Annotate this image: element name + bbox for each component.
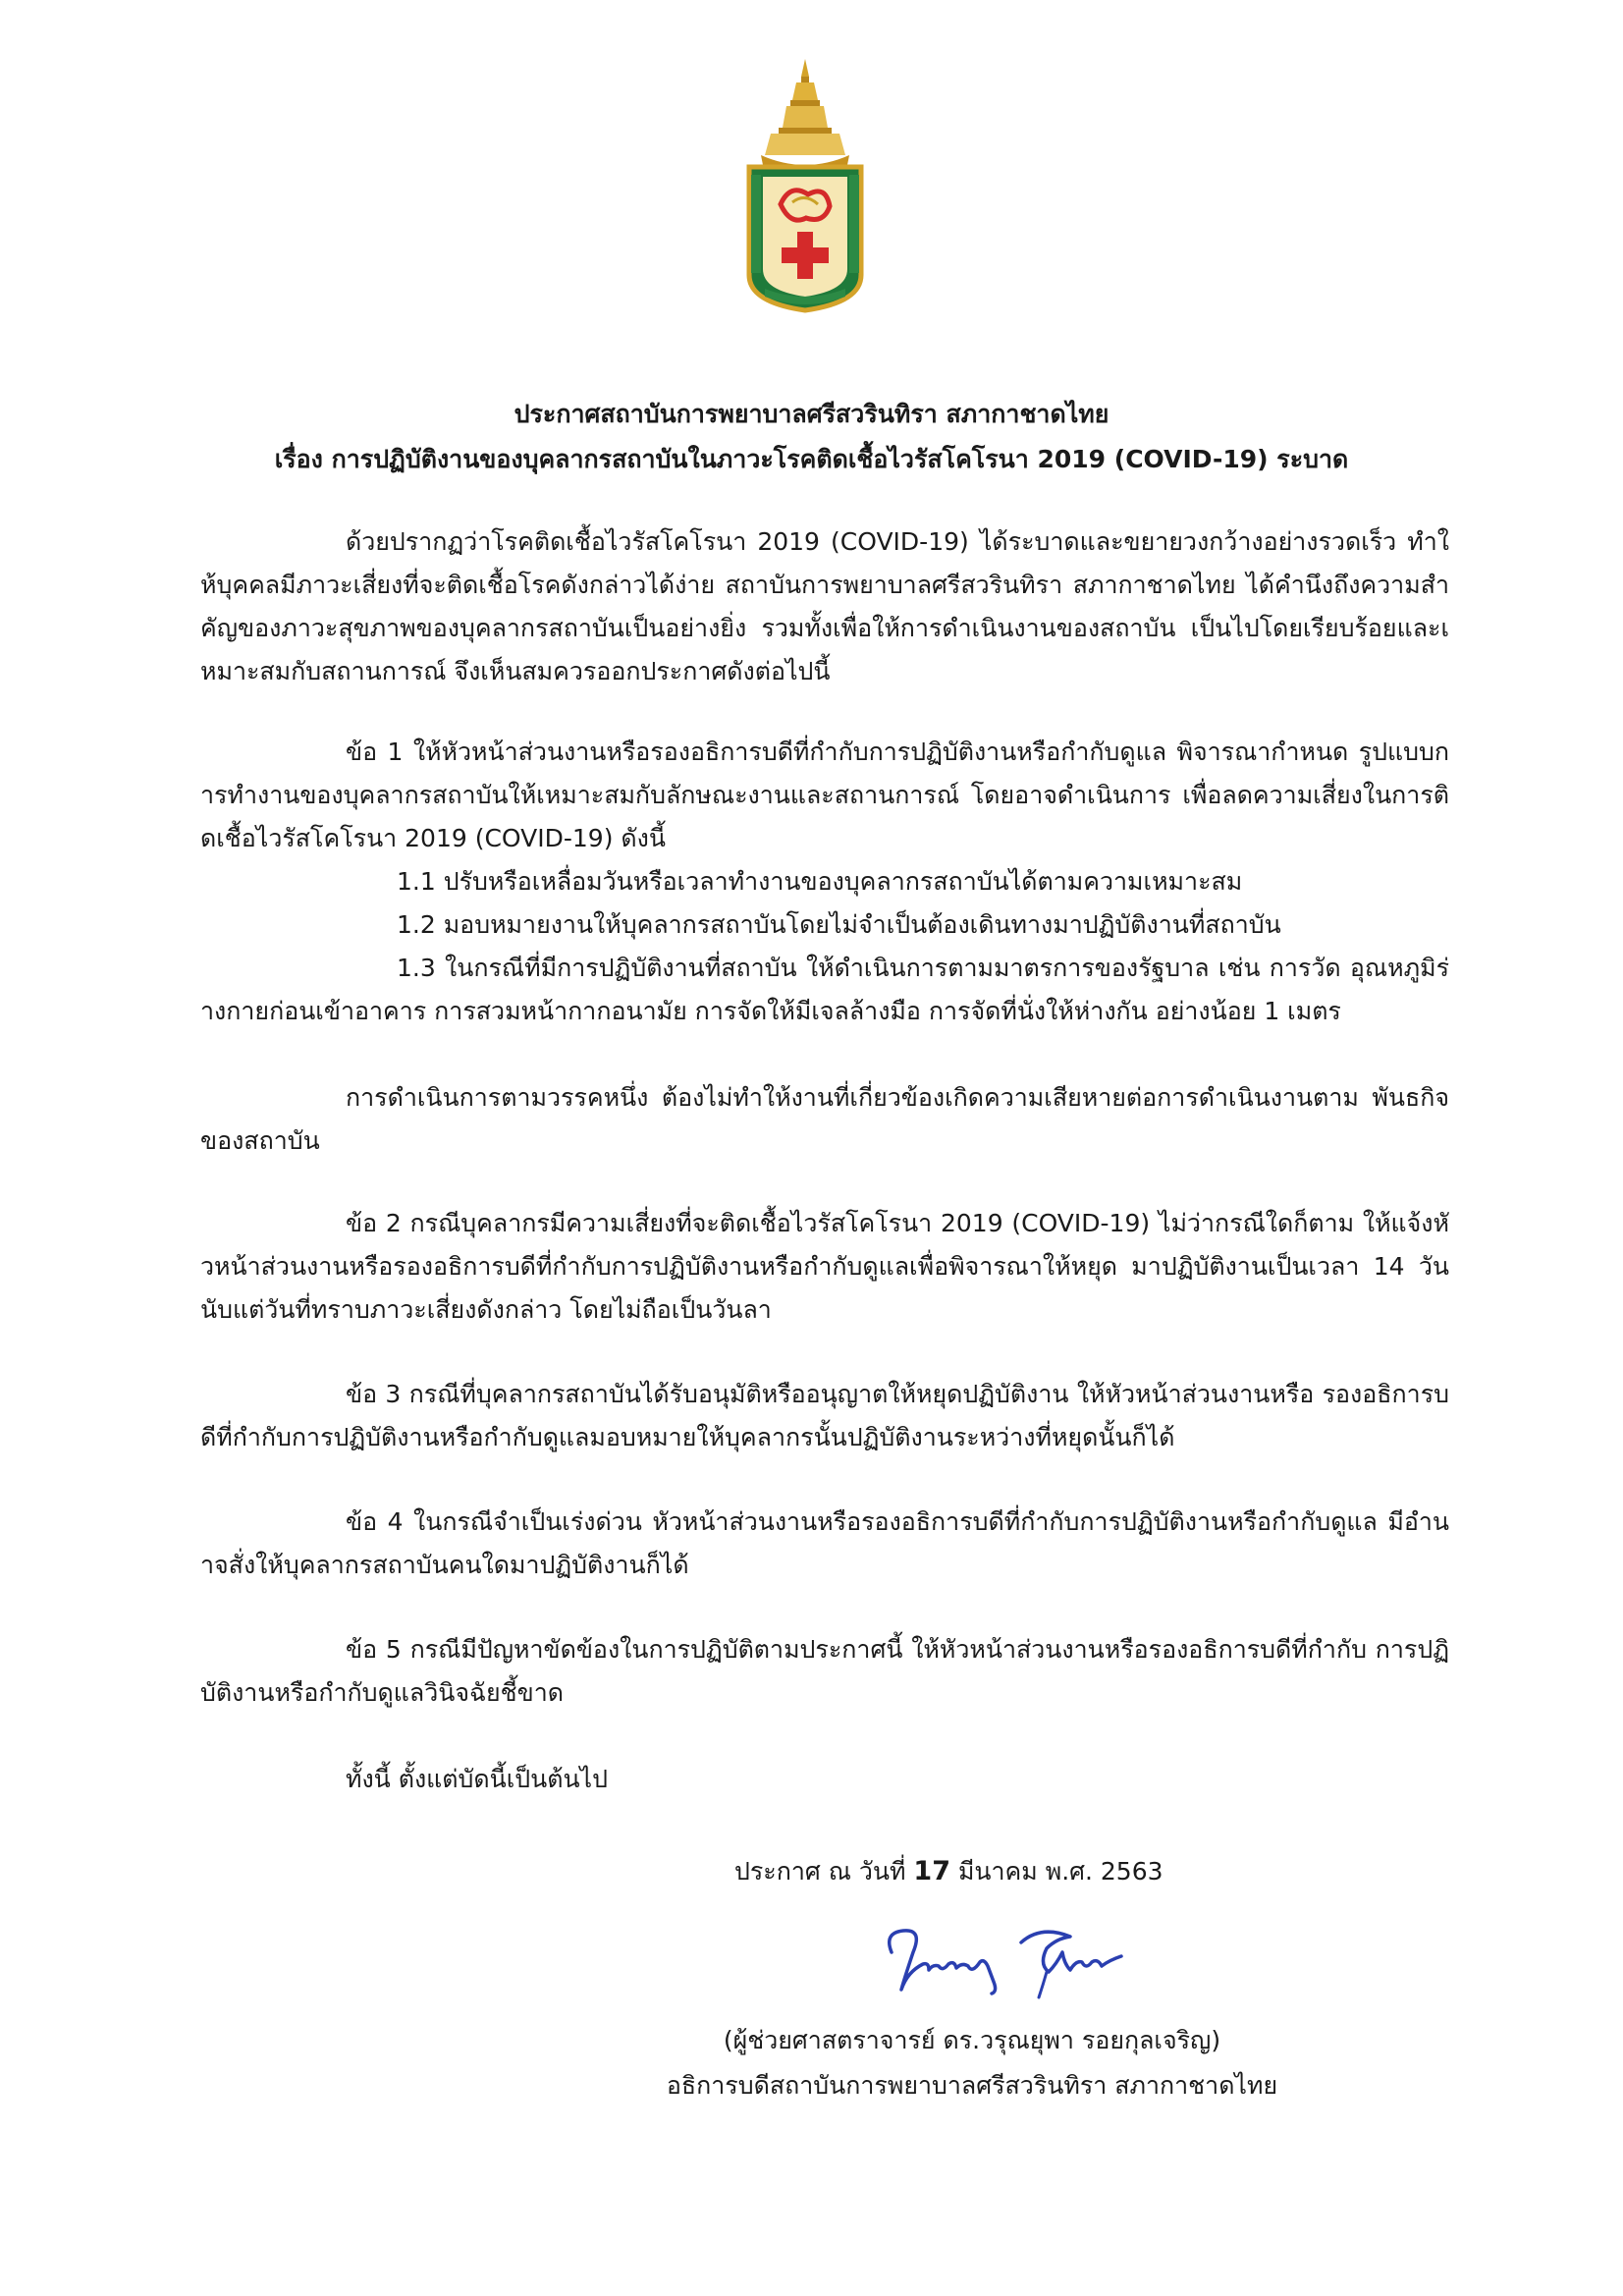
announcement-subject: เรื่อง การปฏิบัติงานของบุคลากรสถาบันในภาวะโรคติดเชื้อไวรัสโคโรนา 2019 (COVID-19) ระบาด [274,445,1349,473]
intro-paragraph: ด้วยปรากฏว่าโรคติดเชื้อไวรัสโคโรนา 2019 (COVID-19) ได้ระบาดและขยายวงกว้างอย่างรวดเร็ว ทำให้บุคคลมีภาวะเสี่ยงที่จะติดเชื้อโรคดังกล่าวได้ง่าย สถาบันการพยาบาลศรีสวรินทิรา สภากาชาดไทย ได้คำนึงถึงความสำคัญของภาวะสุขภาพของบุคลากรสถาบันเป็นอย่างยิ่ง รวมทั้งเพื่อให้การดำเนินงานของสถาบัน เป็นไปโดยเรียบร้อยและเหมาะสมกับสถานการณ์ จึงเห็นสมควรออกประกาศดังต่อไปนี้ [200,527,1449,685]
effective-statement: ทั้งนี้ ตั้งแต่บัดนี้เป็นต้นไป [346,1765,608,1793]
announcement-date [734,1850,1163,1893]
signer-title: อธิการบดีสถาบันการพยาบาลศรีสวรินทิรา สภากาชาดไทย [666,2071,1278,2100]
signer-name: (ผู้ช่วยศาสตราจารย์ ดร.วรุณยุพา รอยกุลเจริญ) [723,2026,1221,2054]
clause-1-item-1: 1.1 ปรับหรือเหลื่อมวันหรือเวลาทำงานของบุคลากรสถาบันได้ตามความเหมาะสม [397,867,1243,896]
date-prefix: ประกาศ ณ วันที่ [734,1857,906,1886]
clause-1-closing: การดำเนินการตามวรรคหนึ่ง ต้องไม่ทำให้งานที่เกี่ยวข้องเกิดความเสียหายต่อการดำเนินงานตาม พันธกิจของสถาบัน [200,1083,1449,1155]
clause-1-item-3: 1.3 ในกรณีที่มีการปฏิบัติงานที่สถาบัน ให้ดำเนินการตามมาตรการของรัฐบาล เช่น การวัด อุณหภูมิร่างกายก่อนเข้าอาคาร การสวมหน้ากากอนามัย การจัดให้มีเจลล้างมือ การจัดที่นั่งให้ห่างกัน อย่างน้อย 1 เมตร [200,954,1449,1025]
institution-emblem-icon [731,57,879,314]
clause-4-paragraph: ข้อ 4 ในกรณีจำเป็นเร่งด่วน หัวหน้าส่วนงานหรือรองอธิการบดีที่กำกับการปฏิบัติงานหรือกำกับดูแล มีอำนาจสั่งให้บุคลากรสถาบันคนใดมาปฏิบัติงานก็ได้ [200,1507,1449,1579]
announcement-title: ประกาศสถาบันการพยาบาลศรีสวรินทิรา สภากาชาดไทย [514,400,1109,428]
clause-2-paragraph: ข้อ 2 กรณีบุคลากรมีความเสี่ยงที่จะติดเชื้อไวรัสโคโรนา 2019 (COVID-19) ไม่ว่ากรณีใดก็ตาม ให้แจ้งหัวหน้าส่วนงานหรือรองอธิการบดีที่กำกับการปฏิบัติงานหรือกำกับดูแลเพื่อพิจารณาให้หยุด มาปฏิบัติงานเป็นเวลา 14 วัน นับแต่วันที่ทราบภาวะเสี่ยงดังกล่าว โดยไม่ถือเป็นวันลา [200,1209,1449,1324]
clause-1-item-2: 1.2 มอบหมายงานให้บุคลากรสถาบันโดยไม่จำเป็นต้องเดินทางมาปฏิบัติงานที่สถาบัน [397,910,1281,939]
clause-1-paragraph: ข้อ 1 ให้หัวหน้าส่วนงานหรือรองอธิการบดีที่กำกับการปฏิบัติงานหรือกำกับดูแล พิจารณากำหนด รูปแบบการทำงานของบุคลากรสถาบันให้เหมาะสมกับลักษณะงานและสถานการณ์ โดยอาจดำเนินการ เพื่อลดความเสี่ยงในการติดเชื้อไวรัสโคโรนา 2019 (COVID-19) ดังนี้ [200,738,1449,852]
clause-3-paragraph: ข้อ 3 กรณีที่บุคลากรสถาบันได้รับอนุมัติหรืออนุญาตให้หยุดปฏิบัติงาน ให้หัวหน้าส่วนงานหรือ รองอธิการบดีที่กำกับการปฏิบัติงานหรือกำกับดูแลมอบหมายให้บุคลากรนั้นปฏิบัติงานระหว่างที่หยุดนั้นก็ได้ [200,1380,1449,1451]
handwritten-signature-icon [874,1913,1159,2011]
date-suffix: มีนาคม พ.ศ. 2563 [957,1857,1163,1886]
date-day: 17 [913,1856,950,1886]
clause-5-paragraph: ข้อ 5 กรณีมีปัญหาขัดข้องในการปฏิบัติตามประกาศนี้ ให้หัวหน้าส่วนงานหรือรองอธิการบดีที่กำกับ การปฏิบัติงานหรือกำกับดูแลวินิจฉัยชี้ขาด [200,1635,1449,1707]
